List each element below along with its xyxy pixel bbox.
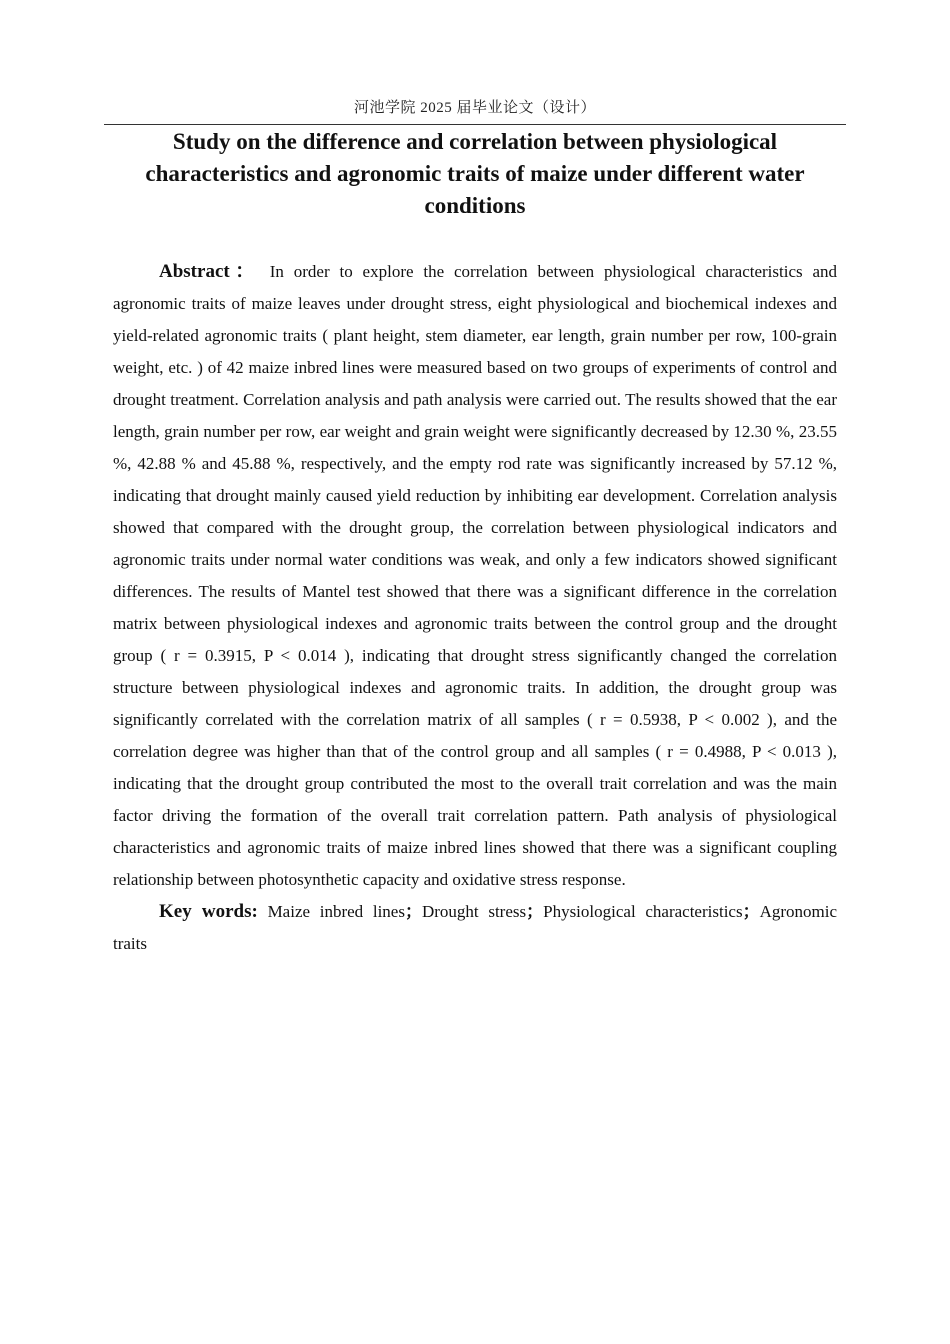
keyword-separator: ； — [404, 902, 422, 921]
keyword-item: Drought stress — [421, 902, 527, 921]
keyword-separator: ； — [742, 902, 760, 921]
abstract-section — [113, 256, 837, 960]
keyword-item: Agronomic traits — [113, 902, 838, 953]
abstract-paragraph — [113, 256, 837, 896]
keyword-item: Physiological characteristics — [543, 902, 743, 921]
keywords-paragraph — [113, 896, 837, 960]
running-header: 河池学院 2025 届毕业论文（设计） — [353, 100, 596, 116]
header-divider — [104, 124, 846, 125]
abstract-label: Abstract： — [159, 261, 260, 282]
keywords-label: Key words: — [159, 901, 258, 922]
keyword-item: Maize inbred lines — [267, 902, 405, 921]
paper-title: Study on the difference and correlation between physiological characteristics and agronomic traits of maize under different water conditions — [145, 129, 805, 218]
keyword-separator: ； — [526, 902, 544, 921]
abstract-text: In order to explore the correlation between physiological characteristics and agronomic traits of maize leaves under drought stress, eight physiological and biochemical indexes and yield-related agronomic traits ( plant height, stem diameter, ear length, grain number per row, 100-grain weight, etc. ) of 42 maize inbred lines were measured based on two groups of experiments of control and drought treatment. Correlation analysis and path analysis were carried out. The results showed that the ear length, grain number per row, ear weight and grain weight were significantly decreased by 12.30 %, 23.55 %, 42.88 % and 45.88 %, respectively, and the empty rod rate was significantly increased by 57.12 %, indicating that drought mainly caused yield reduction by inhibiting ear development. Correlation analysis showed that compared with the drought group, the correlation between physiological indicators and agronomic traits under normal water conditions was weak, and only a few indicators showed significant differences. The results of Mantel test showed that there was a significant difference in the correlation matrix between physiological indexes and agronomic traits between the control group and the drought group ( r = 0.3915, P < 0.014 ), indicating that drought stress significantly changed the correlation structure between physiological indexes and agronomic traits. In addition, the drought group was significantly correlated with the correlation matrix of all samples ( r = 0.5938, P < 0.002 ), and the correlation degree was higher than that of the control group and all samples ( r = 0.4988, P < 0.013 ), indicating that the drought group contributed the most to the overall trait correlation and was the main factor driving the formation of the overall trait correlation pattern. Path analysis of physiological characteristics and agronomic traits of maize inbred lines showed that there was a significant coupling relationship between photosynthetic capacity and oxidative stress response. — [113, 262, 838, 889]
